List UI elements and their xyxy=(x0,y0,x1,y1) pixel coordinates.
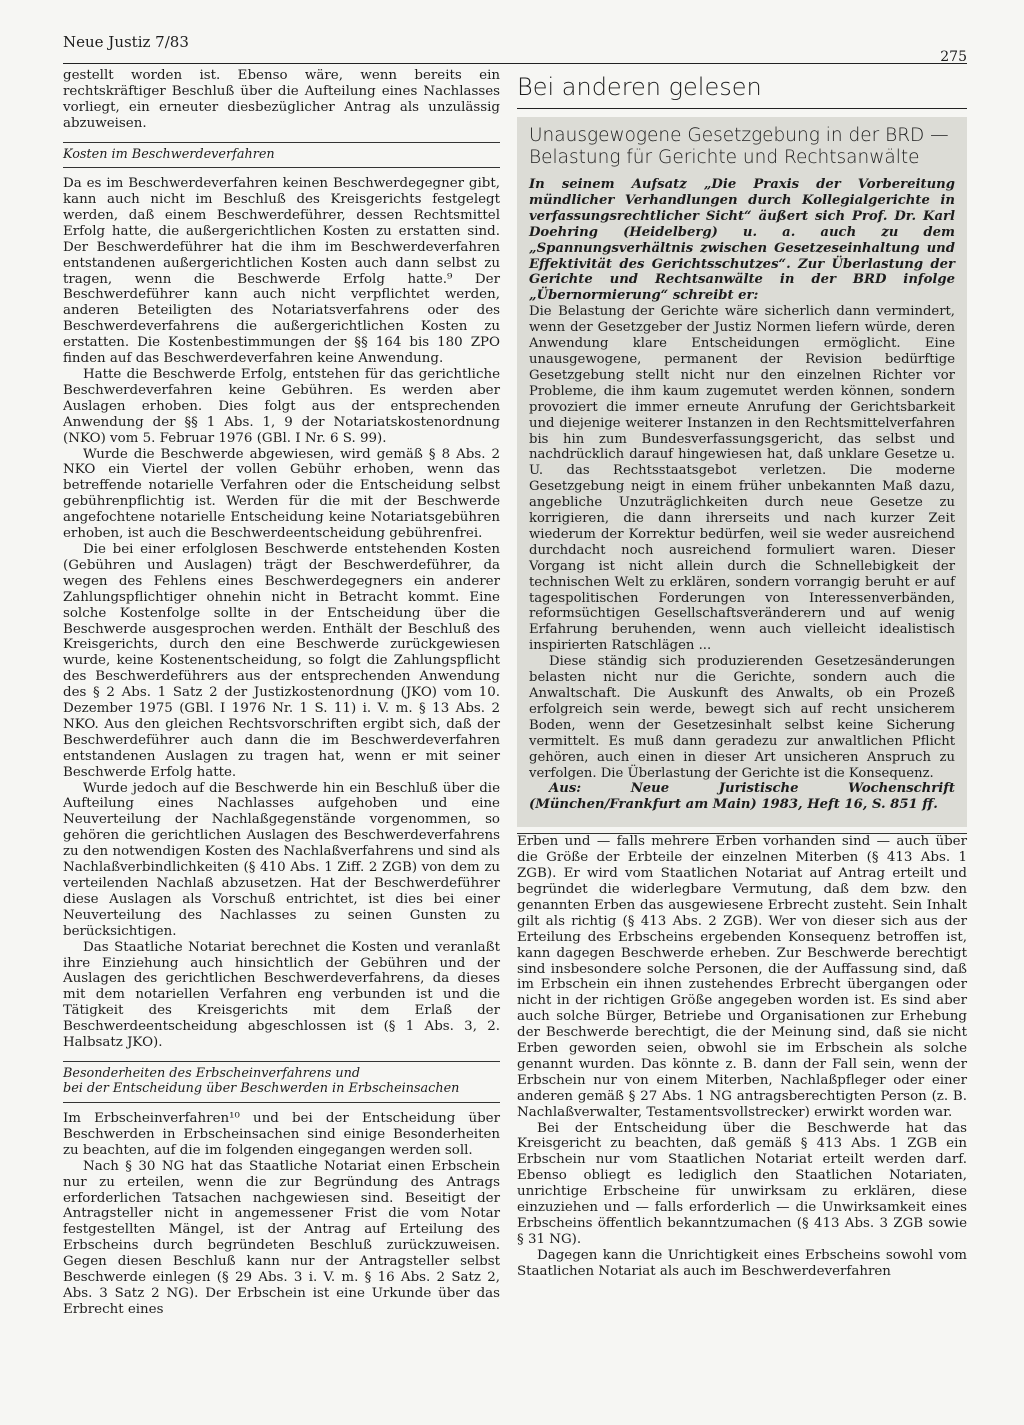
quote-box-title-line: Belastung für Gerichte und Rechtsanwälte xyxy=(529,147,920,168)
paragraph: Wurde jedoch auf die Beschwerde hin ein Beschluß über die Aufteilung eines Nachlasses aufgehoben und eine Neuverteilung der Nachlaßgegenstände vorgenommen, so gehören die gerichtlichen Auslagen des Beschwerdeverfahrens zu den notwendigen Kosten des Nachlaßverfahrens und sind als Nachlaßverbindlichkeiten (§ 410 Abs. 1 Ziff. 2 ZGB) von dem zu verteilenden Nachlaß abzusetzen. Hat der Beschwerdeführer diese Auslagen als Vorschuß entrichtet, ist dies bei einer Neuverteilung des Nachlasses zu seinen Gunsten zu berücksichtigen. xyxy=(63,780,500,939)
quote-paragraph: Diese ständig sich produzierenden Gesetzesänderungen belasten nicht nur die Gerichte, sondern auch die Anwaltschaft. Die Auskunft des Anwalts, ob ein Prozeß erfolgreich sein werde, bewegt sich auf recht unsicherem Boden, wenn der Gesetzesinhalt selbst keine Sicherung vermittelt. Es muß dann geradezu zur anwaltlichen Pflicht gehören, auch einen in dieser Art unsicheren Anspruch zu verfolgen. Die Überlastung der Gerichte ist die Konsequenz. xyxy=(529,654,955,781)
paragraph-continued: gestellt worden ist. Ebenso wäre, wenn bereits ein rechtskräftiger Beschluß über die Aufteilung eines Nachlasses vorliegt, ein erneuter diesbezüglicher Antrag als unzulässig abzuweisen. xyxy=(63,68,500,131)
subheading-costs: Kosten im Beschwerdeverfahren xyxy=(63,142,500,169)
quote-box-title xyxy=(529,125,955,169)
section-title: Bei anderen gelesen xyxy=(517,68,967,109)
header-rule xyxy=(63,63,967,64)
journal-issue: Neue Justiz 7/83 xyxy=(63,33,189,51)
running-head xyxy=(63,29,967,65)
quote-source: Aus: Neue Juristische Wochenschrift (München/Frankfurt am Main) 1983, Heft 16, S. 851 ff. xyxy=(529,781,955,813)
paragraph: Wurde die Beschwerde abgewiesen, wird gemäß § 8 Abs. 2 NKO ein Viertel der vollen Gebühr erhoben, wenn das betreffende notarielle Verfahren oder die Entscheidung selbst gebührenpflichtig ist. Werden für die mit der Beschwerde angefochtene notarielle Entscheidung keine Notariatsgebühren erhoben, ist auch die Beschwerdeentscheidung gebührenfrei. xyxy=(63,446,500,542)
subheading-erbschein xyxy=(63,1061,500,1103)
paragraph: Nach § 30 NG hat das Staatliche Notariat einen Erbschein nur zu erteilen, wenn die zur Begründung des Antrags erforderlichen Tatsachen nachgewiesen sind. Beseitigt der Antragsteller nicht in angemessener Frist die vom Notar festgestellten Mängel, ist der Antrag auf Erteilung des Erbscheins durch begründeten Beschluß zurückzuweisen. Gegen diesen Beschluß kann nur der Antragsteller selbst Beschwerde einlegen (§ 29 Abs. 3 i. V. m. § 16 Abs. 2 Satz 2, Abs. 3 Satz 2 NG). Der Erbschein ist eine Urkunde über das Erbrecht eines xyxy=(63,1158,500,1317)
quote-paragraph: Die Belastung der Gerichte wäre sicherlich dann vermindert, wenn der Gesetzgeber der Justiz Normen liefern würde, deren Anwendung klare Entscheidungen ermöglicht. Eine unausgewogene, permanent der Revision bedürftige Gesetzgebung stellt nicht nur den einzelnen Richter vor Probleme, die ihm kaum zugemutet werden können, sondern provoziert die immer erneute Anrufung der Gerichtsbarkeit und diejenige weiterer Instanzen in den Rechtsmittelverfahren bis hin zum Bundesverfassungsgericht, das selbst und nachdrücklich darauf hingewiesen hat, daß unklare Gesetze u. U. das Rechtsstaatsgebot verletzen. Die moderne Gesetzgebung neigt in einem früher unbekannten Maß dazu, angebliche Unzuträglichkeiten durch neue Gesetze zu korrigieren, die dann ihrerseits und nach kurzer Zeit wiederum der Korrektur bedürfen, weil sie weder ausreichend durchdacht noch ausreichend formuliert waren. Dieser Vorgang ist nicht allein durch die Schnellebigkeit der technischen Welt zu erklären, sondern vorrangig beruht er auf tagespolitischen Forderungen von Interessenverbänden, reformsüchtigen Gesellschaftsveränderern und auf wenig Erfahrung beruhenden, wenn auch vielleicht idealistisch inspirierten Ratschlägen ... xyxy=(529,304,955,654)
right-column xyxy=(517,68,967,1280)
subheading-line: bei der Entscheidung über Beschwerden in Erbscheinsachen xyxy=(63,1081,460,1097)
paragraph: Bei der Entscheidung über die Beschwerde hat das Kreisgericht zu beachten, daß gemäß § 413 Abs. 1 ZGB ein Erbschein nur vom Staatlichen Notariat erteilt werden darf. Ebenso obliegt es lediglich den Staatlichen Notariaten, unrichtige Erbscheine für unwirksam zu erklären, diese einzuziehen und — falls erforderlich — die Unwirksamkeit eines Erbscheins öffentlich bekanntzumachen (§ 413 Abs. 3 ZGB sowie § 31 NG). xyxy=(517,1120,967,1247)
paragraph: Da es im Beschwerdeverfahren keinen Beschwerdegegner gibt, kann auch nicht im Beschluß des Kreisgerichts festgelegt werden, daß einem Beschwerdeführer, dessen Rechtsmittel Erfolg hatte, die außergerichtlichen Kosten zu erstatten sind. Der Beschwerdeführer hat die ihm im Beschwerdeverfahren entstandenen außergerichtlichen Kosten auch dann selbst zu tragen, wenn die Beschwerde Erfolg hatte.⁹ Der Beschwerdeführer kann auch nicht verpflichtet werden, anderen Beteiligten des Notariatsverfahrens oder des Beschwerdeverfahrens die außergerichtlichen Kosten zu erstatten. Die Kostenbestimmungen der §§ 164 bis 180 ZPO finden auf das Beschwerdeverfahren keine Anwendung. xyxy=(63,176,500,367)
paragraph: Hatte die Beschwerde Erfolg, entstehen für das gerichtliche Beschwerdeverfahren keine Gebühren. Es werden aber Auslagen erhoben. Dies folgt aus der entsprechenden Anwendung der §§ 1 Abs. 1, 9 der Notariatskostenordnung (NKO) vom 5. Februar 1976 (GBl. I Nr. 6 S. 99). xyxy=(63,367,500,446)
paragraph: Dagegen kann die Unrichtigkeit eines Erbscheins sowohl vom Staatlichen Notariat als auch im Beschwerdeverfahren xyxy=(517,1247,967,1279)
quote-box-title-line: Unausgewogene Gesetzgebung in der BRD — xyxy=(529,125,949,146)
quote-intro: In seinem Aufsatz „Die Praxis der Vorbereitung mündlicher Verhandlungen durch Kollegialgerichte in verfassungsrechtlicher Sicht“ äußert sich Prof. Dr. Karl Doehring (Heidelberg) u. a. auch zu dem „Spannungsverhältnis zwischen Gesetzeseinhaltung und Effektivität des Gerichtsschutzes“. Zur Überlastung der Gerichte und Rechtsanwälte in der BRD infolge „Übernormierung“ schreibt er: xyxy=(529,177,955,304)
quote-box-rule xyxy=(517,827,967,834)
paragraph: Erben und — falls mehrere Erben vorhanden sind — auch über die Größe der Erbteile der einzelnen Miterben (§ 413 Abs. 1 ZGB). Er wird vom Staatlichen Notariat auf Antrag erteilt und begründet die widerlegbare Vermutung, daß dem bzw. den genannten Erben das ausgewiesene Erbrecht zusteht. Sein Inhalt gilt als richtig (§ 413 Abs. 2 ZGB). Wer von dieser sich aus der Erteilung des Erbscheins ergebenden Konsequenz betroffen ist, kann dagegen Beschwerde erheben. Zur Beschwerde berechtigt sind insbesondere solche Personen, die der Auffassung sind, daß im Erbschein ein ihnen zustehendes Erbrecht übergangen oder nicht in der richtigen Größe angegeben worden ist. Es sind aber auch solche Bürger, Betriebe und Organisationen zur Erhebung der Beschwerde berechtigt, die der Meinung sind, daß sie nicht Erben geworden seien, obwohl sie im Erbschein als solche genannt wurden. Das könnte z. B. dann der Fall sein, wenn der Erbschein nur von einem Miterben, Nachlaßpfleger oder einer anderen gemäß § 27 Abs. 1 NG antragsberechtigten Person (z. B. Nachlaßverwalter, Testamentsvollstrecker) erwirkt worden war. xyxy=(517,834,967,1120)
paragraph: Die bei einer erfolglosen Beschwerde entstehenden Kosten (Gebühren und Auslagen) trägt der Beschwerdeführer, da wegen des Fehlens eines Beschwerdegegners ein anderer Zahlungspflichtiger ohnehin nicht in Betracht kommt. Eine solche Kostenfolge sollte in der Entscheidung über die Beschwerde ausgesprochen werden. Enthält der Beschluß des Kreisgerichts, durch den eine Beschwerde zurückgewiesen wurde, keine Kostenentscheidung, so folgt die Zahlungspflicht des Beschwerdeführers aus der entsprechenden Anwendung des § 2 Abs. 1 Satz 2 der Justizkostenordnung (JKO) vom 10. Dezember 1975 (GBl. I 1976 Nr. 1 S. 11) i. V. m. § 13 Abs. 2 NKO. Aus den gleichen Rechtsvorschriften ergibt sich, daß der Beschwerdeführer auch dann die im Beschwerdeverfahren entstandenen Auslagen zu tragen hat, wenn er mit seiner Beschwerde Erfolg hatte. xyxy=(63,541,500,780)
left-column xyxy=(63,68,500,1318)
paragraph: Das Staatliche Notariat berechnet die Kosten und veranlaßt ihre Einziehung auch hinsichtlich der Gebühren und der Auslagen des gerichtlichen Beschwerdeverfahrens, da dieses mit dem notariellen Verfahren eng verbunden ist und die Tätigkeit des Kreisgerichts mit dem Erlaß der Beschwerdeentscheidung abgeschlossen ist (§ 1 Abs. 3, 2. Halbsatz JKO). xyxy=(63,939,500,1051)
paragraph: Im Erbscheinverfahren¹⁰ und bei der Entscheidung über Beschwerden in Erbscheinsachen sind einige Besonderheiten zu beachten, auf die im folgenden eingegangen werden soll. xyxy=(63,1110,500,1158)
page-number: 275 xyxy=(940,49,967,65)
subheading-line: Besonderheiten des Erbscheinverfahrens und xyxy=(63,1065,361,1081)
quote-box xyxy=(517,117,967,827)
